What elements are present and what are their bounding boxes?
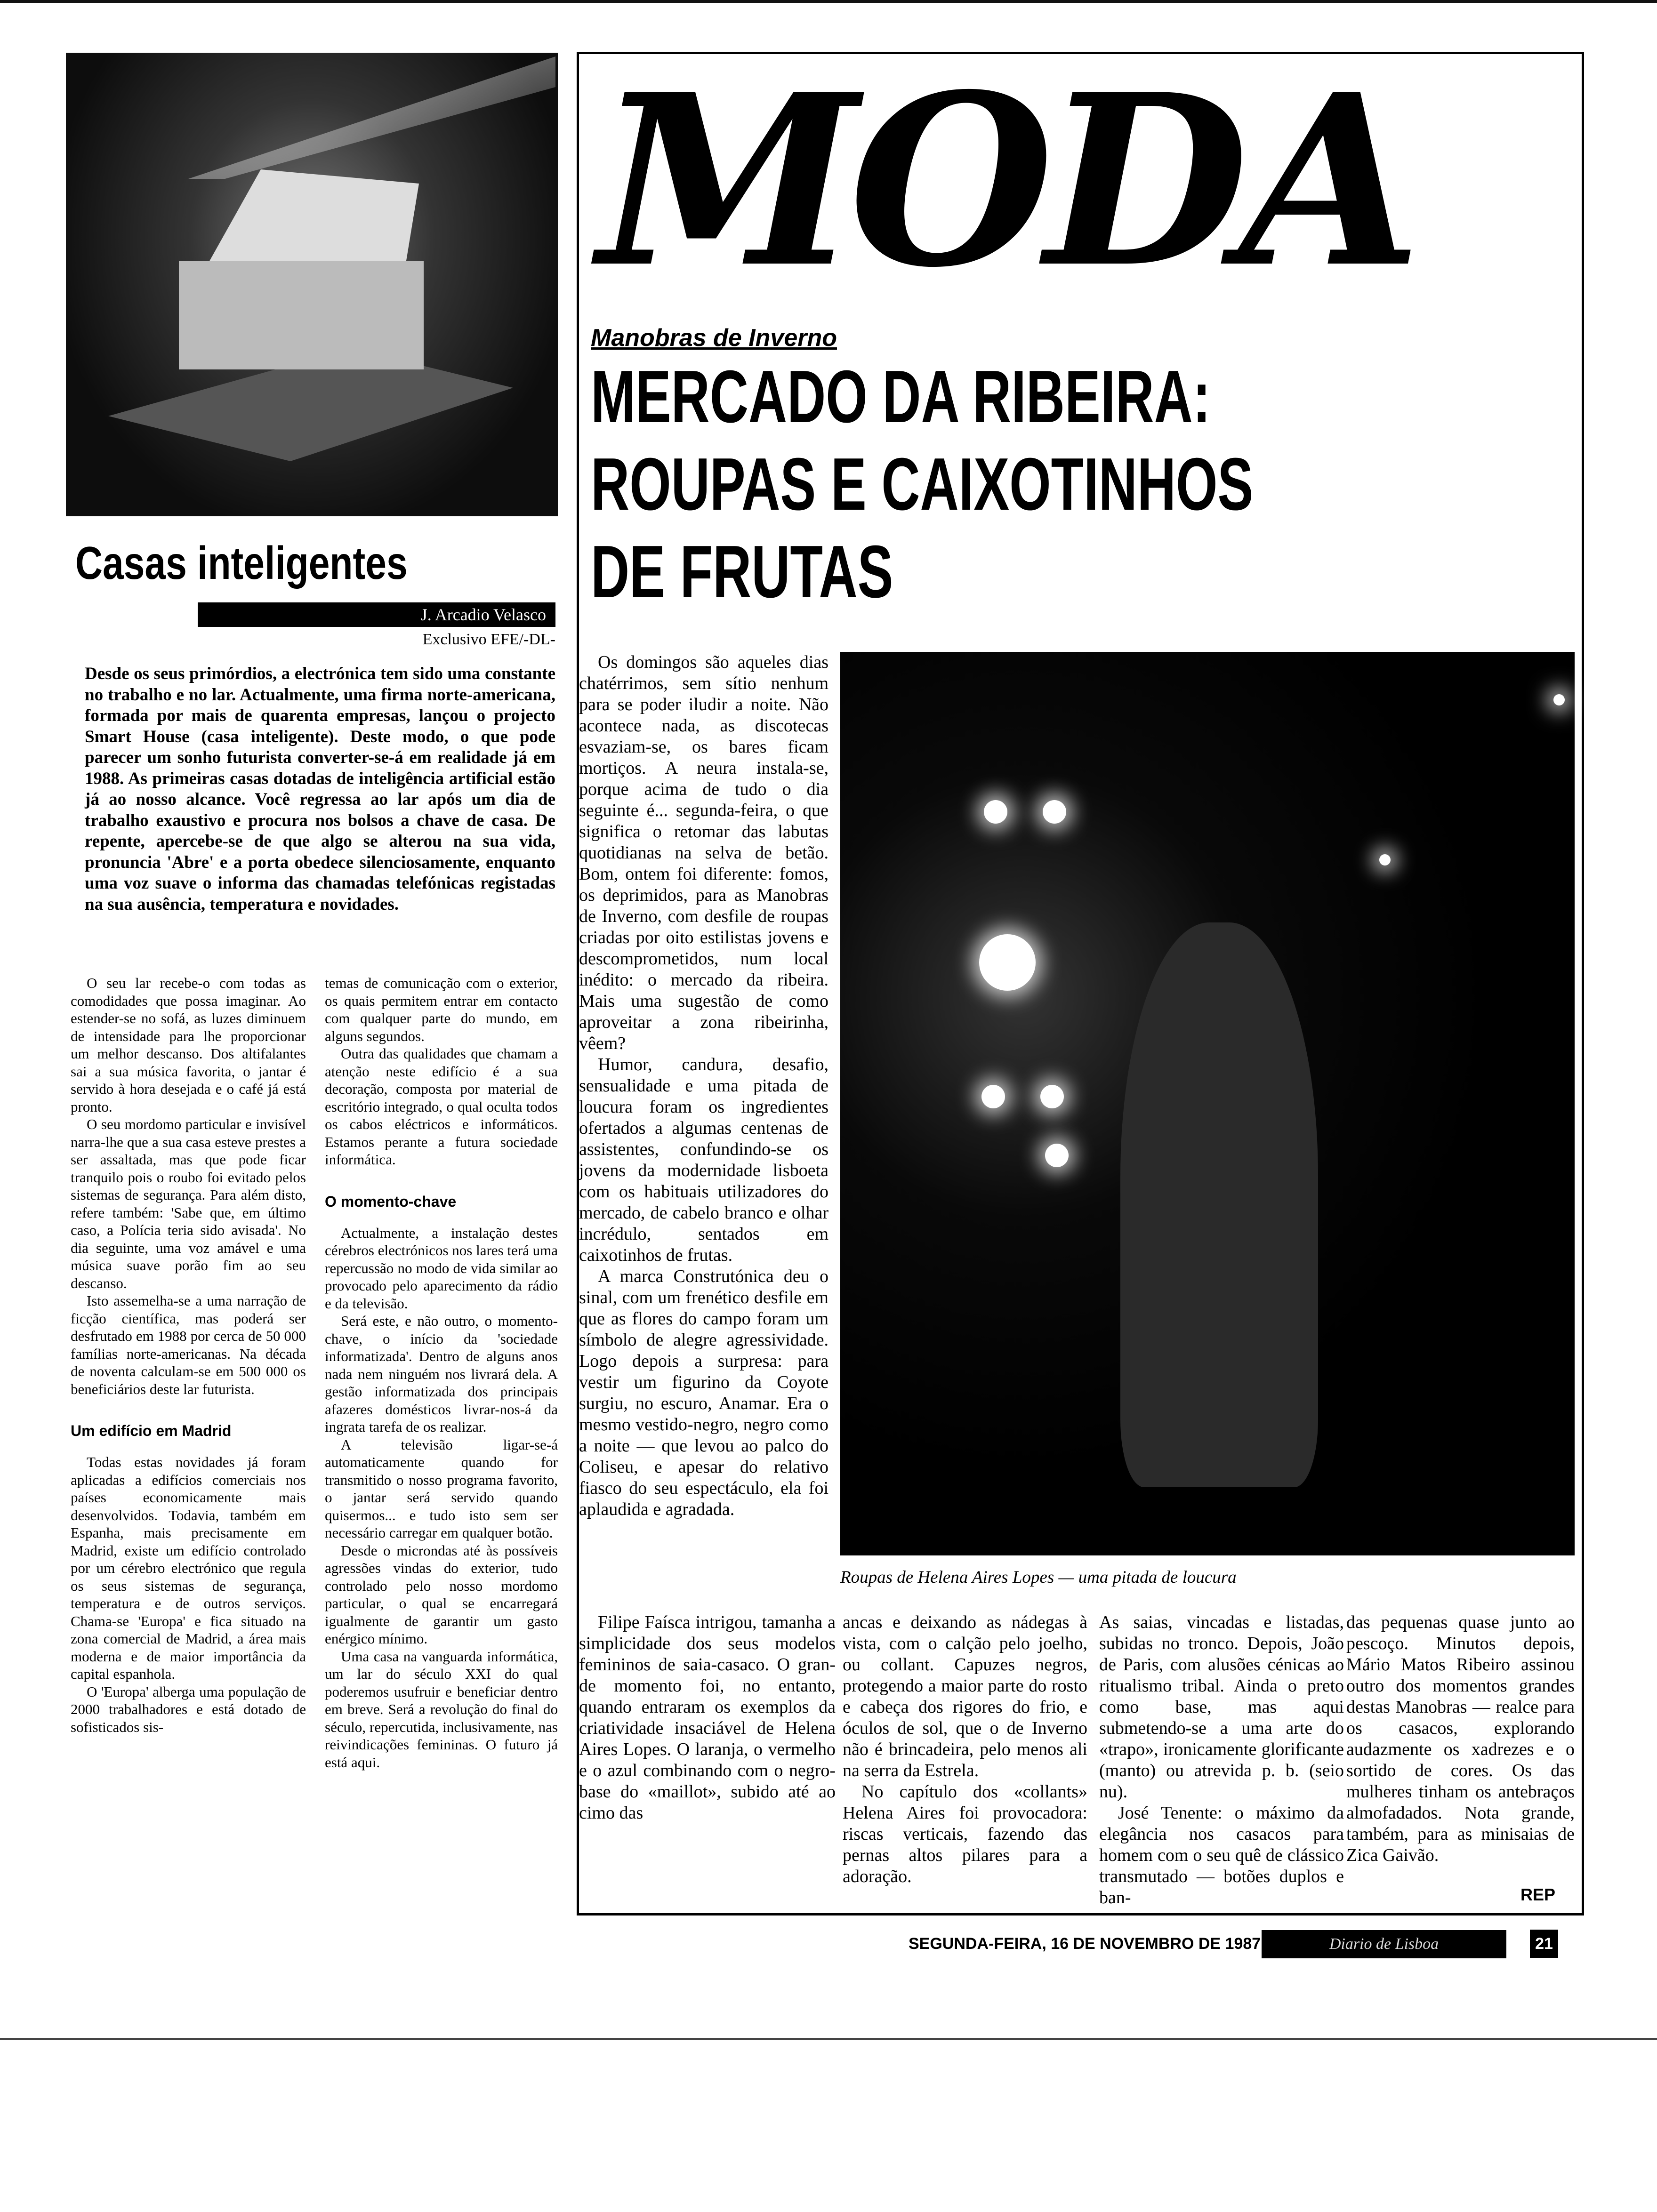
byline: J. Arcadio Velasco [420, 605, 546, 624]
light-spot [1553, 694, 1565, 705]
paragraph: Os domingos são aqueles dias chatérrimos, sem sítio nenhum para se poder iludir a noite. Não acontece nada, as discotecas esvaziam-se, os bares ficam mortiços. A neura instala-se, porque acima de tudo o dia seguinte é... segunda-feira, o que significa o retomar das labutas quotidianas na selva de betão. Bom, ontem foi diferente: fomos, os deprimidos, para as Manobras de Inverno, com desfile de roupas criadas por oito estilistas jovens e descomprometidos, num local inédito: o mercado da ribeira. Mais uma sugestão de como aproveitar a zona ribeirinha, vêem? [579, 652, 828, 1053]
light-spot [1045, 1144, 1069, 1167]
right-column-2 [843, 1612, 1087, 1887]
right-column-1 [579, 652, 828, 1520]
subheading: Um edifício em Madrid [71, 1422, 232, 1439]
light-spot [1040, 1085, 1064, 1108]
paragraph: ancas e deixando as nádegas à vista, com o calção pelo joelho, ou collant. Capuzes negros, protegendo a maior parte do rosto e cabeça dos rigores do frio, e óculos de sol, que o de Inverno não é brincadeira, pelo menos ali na serra da Estrela. [843, 1612, 1087, 1780]
light-spot [981, 1085, 1005, 1108]
paragraph: A marca Construtónica deu o sinal, com um frenético desfile em que as flores do campo foram um símbolo de alegre agressividade. Logo depois a surpresa: para vestir um figurino da Coyote surgiu, no escuro, Anamar. Era o mesmo vestido-negro, negro como a noite — que levou ao palco do Coliseu, e apesar do relativo fiasco do seu espectáculo, ela foi aplaudida e agradada. [579, 1266, 828, 1519]
photo-caption: Roupas de Helena Aires Lopes — uma pitada de loucura [840, 1568, 1237, 1587]
kicker: Manobras de Inverno [591, 324, 837, 352]
article-title: Casas inteligentes [75, 537, 408, 589]
light-spot [1043, 800, 1066, 824]
paragraph: Desde o microndas até às possíveis agressões vindas do exterior, tudo controlado pelo nosso mordomo particular, o qual se encarregará igualmente de garantir um gasto enérgico mínimo. [325, 1542, 558, 1647]
light-spot [1379, 854, 1391, 866]
paragraph: José Tenente: o máximo da elegância nos casacos para homem com o seu quê de clássico transmutado — botões duplos e ban- [1099, 1803, 1344, 1907]
footer-date: SEGUNDA-FEIRA, 16 DE NOVEMBRO DE 1987 [909, 1935, 1261, 1953]
light-spot [984, 800, 1007, 824]
paragraph: Humor, candura, desafio, sensualidade e uma pitada de loucura foram os ingredientes ofertados a algumas centenas de assistentes, confundindo-se os jovens da modernidade lisboeta com os habituais utilizadores do mercado, de cabelo branco e olhar incrédulo, sentados em caixotinhos de frutas. [579, 1055, 828, 1265]
page-footer [909, 1930, 1577, 1958]
newspaper-name: Diario de Lisboa [1262, 1930, 1506, 1958]
article-lead: Desde os seus primórdios, a electrónica tem sido uma constante no trabalho e no lar. Actualmente, uma firma norte-americana, formada por mais de quarenta empresas, lançou o projecto Smart House (casa inteligente). Deste modo, o que pode parecer um sonho futurista converter-se-á em realidade já em 1988. As primeiras casas dotadas de inteligência artificial estão já ao nosso alcance. Você regressa ao lar após um dia de trabalho exaustivo e procura nos bolsos a chave de casa. De repente, apercebe-se de que algo se alterou na sua vida, pronuncia 'Abre' e a porta obedece silenciosamente, enquanto uma voz suave o informa das chamadas telefónicas registadas na sua ausência, temperatura e novidades. [85, 664, 555, 914]
model-figure [1120, 922, 1318, 1487]
right-column-4 [1346, 1612, 1575, 1866]
paragraph: Actualmente, a instalação destes cérebros electrónicos nos lares terá uma repercussão no modo de vida similar ao provocado pelo aparecimento da rádio e da televisão. [325, 1224, 558, 1312]
source-credit: Exclusivo EFE/-DL- [422, 631, 555, 648]
light-spot [979, 934, 1036, 991]
section-masthead: MODA [598, 43, 1413, 319]
paragraph: Todas estas novidades já foram aplicadas a edifícios comerciais nos países economicamente mais desenvolvidos. Todavia, também em Espanha, mais precisamente em Madrid, existe um edifício controlado por um cérebro electrónico que regula os seus sistemas de segurança, temperatura e de outros serviços. Chama-se 'Europa' e fica situado na zona comercial de Madrid, a área mais moderna e de maior importância da capital espanhola. [71, 1454, 306, 1682]
paragraph: Será este, e não outro, o momento-chave, o início da 'sociedade informatizada'. Dentro de alguns anos nada nem ninguém nos livrará dela. A gestão informatizada dos principais afazeres domésticos livrar-nos-á da ingrata tarefa de os realizar. [325, 1313, 558, 1435]
left-column-2 [325, 974, 558, 1771]
right-column-3 [1099, 1612, 1344, 1908]
paragraph: Isto assemelha-se a uma narração de ficção científica, mas poderá ser desfrutado em 1988 por cerca de 50 000 famílias norte-americanas. Na década de noventa calculam-se em 500 000 os beneficiários deste lar futurista. [71, 1292, 306, 1397]
headline: MERCADO DA RIBEIRA: ROUPAS E CAIXOTINHOS DE FRUTAS [591, 355, 1254, 613]
right-column-1b [579, 1612, 836, 1824]
paragraph: Uma casa na vanguarda informática, um lar do século XXI do qual poderemos usufruir e beneficiar dentro em breve. Será a revolução do final do século, repercutida, inclusivamente, nas reivindicações femininas. O futuro já está aqui. [325, 1648, 558, 1771]
paragraph: As saias, vincadas e listadas, subidas no tronco. Depois, João de Paris, com alusões cénicas ao ritualismo tribal. Ainda o preto como base, mas aqui submetendo-se a uma arte do «trapo», ironicamente glorificante (manto) ou atrevida p. b. (seio nu). [1099, 1612, 1344, 1802]
paragraph: temas de comunicação com o exterior, os quais permitem entrar em contacto com qualquer parte do mundo, em alguns segundos. [325, 975, 558, 1044]
paragraph: das pequenas quase junto ao pescoço. Minutos depois, Mário Matos Ribeiro assinou outro dos momentos grandes destas Manobras — realce para os casacos, explorando audazmente os xadrezes e o sortido de cores. Os das mulheres tinham os antebraços almofadados. Nota grande, também, para as minisaias de Zica Gaivão. [1346, 1612, 1575, 1865]
paragraph: O seu mordomo particular e invisível narra-lhe que a sua casa esteve prestes a ser assaltada, mas que pode ficar tranquilo pois o roubo foi evitado pelos sistemas de segurança. Para além disto, refere também: 'Sabe que, em último caso, a Polícia teria sido avisada'. No dia seguinte, uma voz amável e uma música suave porão fim ao seu descanso. [71, 1116, 306, 1291]
paragraph: O seu lar recebe-o com todas as comodidades que possa imaginar. Ao estender-se no sofá, as luzes diminuem de intensidade para lhe proporcionar um melhor descanso. Dos altifalantes sai a sua música favorita, o jantar é servido à hora desejada e o café já está pronto. [71, 975, 306, 1115]
subheading: O momento-chave [325, 1193, 457, 1210]
paragraph: A televisão ligar-se-á automaticamente quando for transmitido o nosso programa favorito, o jantar será servido quando quisermos... e tudo isto sem ser necessário carregar em qualquer botão. [325, 1436, 558, 1541]
paragraph: O 'Europa' alberga uma população de 2000 trabalhadores e está dotado de sofisticados sis- [71, 1683, 306, 1735]
author-signature: REP [1520, 1885, 1556, 1904]
paragraph: Outra das qualidades que chamam a atenção neste edifício é a sua decoração, composta por material de escritório integrado, o qual oculta todos os cabos eléctricos e informáticos. Estamos perante a futura sociedade informática. [325, 1045, 558, 1168]
page-number: 21 [1530, 1930, 1558, 1958]
top-rule [0, 0, 1657, 3]
house-body [179, 261, 424, 369]
bottom-rule [0, 2038, 1657, 2040]
paragraph: Filipe Faísca intrigou, tamanha a simplicidade dos seus modelos femininos de saia-casaco. O gran-de momento foi, no entanto, quando entraram os exemplos da criatividade insaciável de Helena Aires Lopes. O laranja, o vermelho e o azul combinando com o negro-base do «maillot», subido até ao cimo das [579, 1612, 836, 1823]
left-column-1 [71, 974, 306, 1736]
paragraph: No capítulo dos «collants» Helena Aires foi provocadora: riscas verticais, fazendo das pernas altos pilares para a adoração. [843, 1782, 1087, 1886]
